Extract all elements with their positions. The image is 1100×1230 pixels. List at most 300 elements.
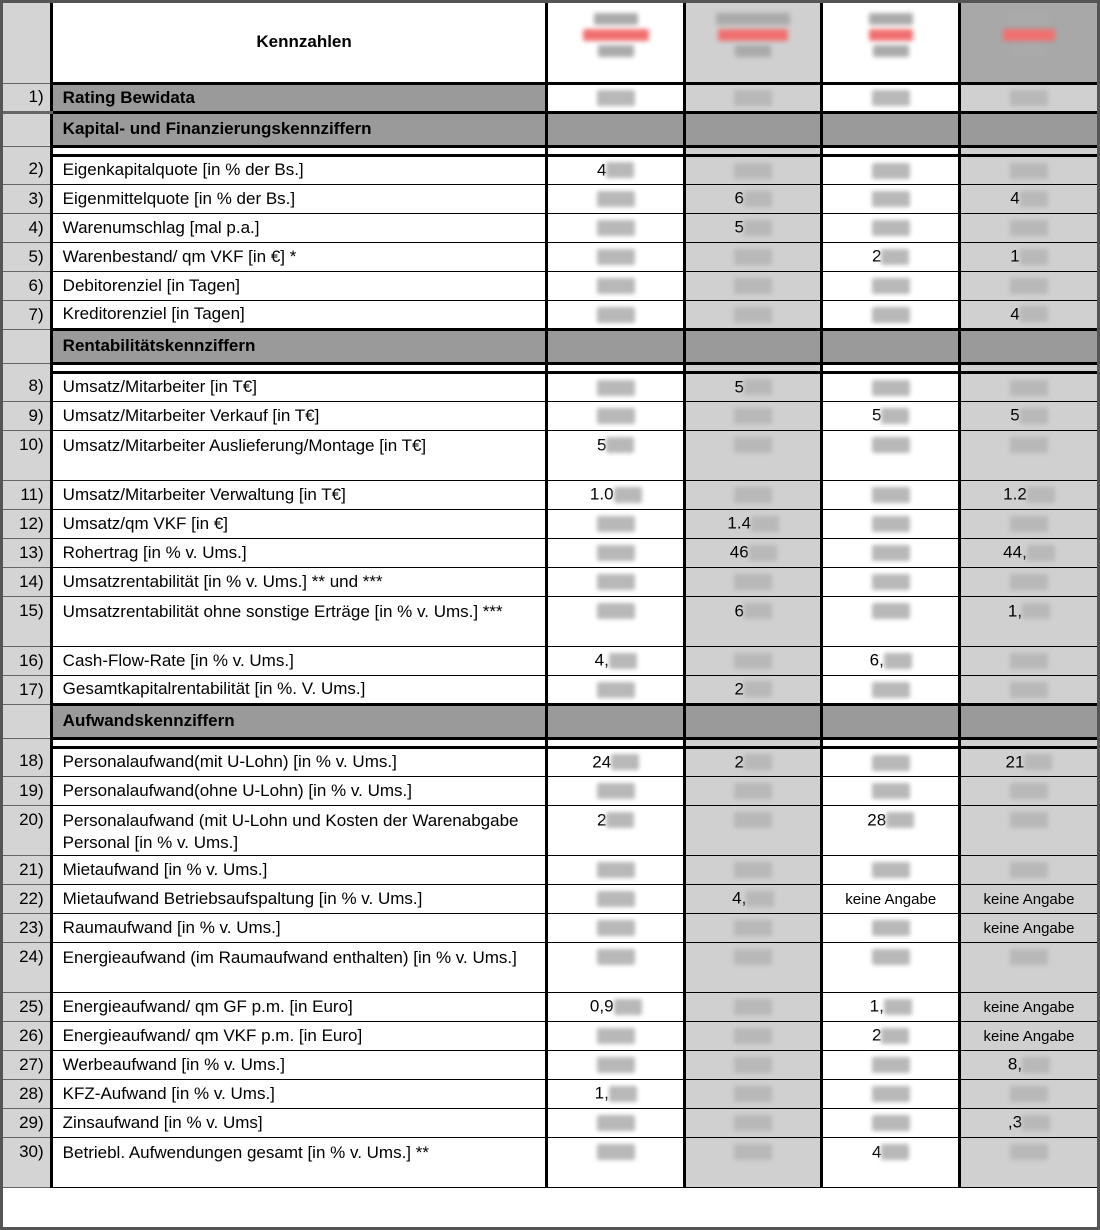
section-cell: [547, 329, 685, 363]
redacted-value: [1010, 949, 1048, 965]
row-label: Werbeaufwand [in % v. Ums.]: [51, 1050, 547, 1079]
value-cell: [684, 596, 822, 646]
section-num-cell: [3, 329, 51, 363]
value-text: 6,: [869, 650, 884, 670]
redacted-value: [597, 408, 635, 424]
row-label: Energieaufwand/ qm GF p.m. [in Euro]: [51, 992, 547, 1021]
value-cell: [822, 83, 960, 112]
value-text: 4,: [594, 650, 609, 670]
value-cell: [959, 184, 1097, 213]
value-cell: [547, 942, 685, 992]
value-text: 21: [1005, 752, 1025, 772]
redacted-value: [597, 1028, 635, 1044]
header-num-cell: [3, 3, 51, 83]
row-number: 26): [3, 1021, 51, 1050]
value-cell: [959, 1079, 1097, 1108]
redacted-value: [1010, 516, 1048, 532]
value-cell: [684, 805, 822, 855]
section-label: Rentabilitätskennziffern: [51, 329, 547, 363]
redacted-value: [734, 1144, 772, 1160]
redacted-value: [1010, 90, 1048, 106]
value-cell: [822, 538, 960, 567]
section-row: [3, 704, 1097, 738]
value-text: 5: [734, 377, 744, 397]
value-text: 5: [597, 435, 607, 455]
value-cell: [684, 992, 822, 1021]
value-cell: [547, 372, 685, 401]
value-text: 1,: [1007, 601, 1023, 621]
value-cell: [959, 805, 1097, 855]
redacted-value: [597, 1057, 635, 1073]
redacted-value: [872, 516, 910, 532]
value-cell: [822, 596, 960, 646]
kennzahlen-table: [3, 3, 1097, 1188]
section-cell: [822, 112, 960, 146]
value-cell: [547, 430, 685, 480]
redacted-value: [872, 90, 910, 106]
redacted-value: [1010, 682, 1048, 698]
redacted-value: [744, 220, 772, 236]
value-cell: [959, 401, 1097, 430]
value-cell: [822, 1079, 960, 1108]
table-row: [3, 675, 1097, 704]
section-cell: [547, 112, 685, 146]
section-num-cell: [3, 112, 51, 146]
redacted-value: [1010, 163, 1048, 179]
redacted-value: [1010, 862, 1048, 878]
value-cell: [684, 913, 822, 942]
redacted-value: [606, 437, 634, 453]
value-text: 2: [597, 810, 607, 830]
header-col-3: [822, 3, 960, 83]
value-text: 1: [1010, 246, 1020, 266]
row-label: Eigenmittelquote [in % der Bs.]: [51, 184, 547, 213]
value-cell: [822, 300, 960, 329]
redacted-value: [744, 191, 772, 207]
redacted-value: [1020, 306, 1048, 322]
section-row: [3, 329, 1097, 363]
redacted-value: [872, 437, 910, 453]
redacted-value: [1010, 1144, 1048, 1160]
value-cell: [822, 213, 960, 242]
redacted-value: [734, 408, 772, 424]
redacted-value: [744, 681, 772, 697]
redacted-value: [597, 90, 635, 106]
spacer-row: [3, 738, 1097, 747]
value-cell: [959, 1021, 1097, 1050]
value-cell: [822, 675, 960, 704]
redacted-value: [1027, 487, 1055, 503]
value-text: 6: [734, 601, 744, 621]
value-text: 1,: [594, 1083, 609, 1103]
redacted-value: [734, 1057, 772, 1073]
value-cell: [822, 480, 960, 509]
redacted-value: [881, 408, 909, 424]
value-text: keine Angabe: [983, 890, 1075, 908]
value-cell: [822, 942, 960, 992]
row-label: Umsatzrentabilität ohne sonstige Erträge [in % v. Ums.] ***: [51, 596, 547, 646]
row-label: Energieaufwand/ qm VKF p.m. [in Euro]: [51, 1021, 547, 1050]
table-row: [3, 300, 1097, 329]
header-col-4: [959, 3, 1097, 83]
value-cell: [959, 646, 1097, 675]
redacted-value: [872, 574, 910, 590]
section-cell: [684, 704, 822, 738]
table-row: [3, 596, 1097, 646]
value-cell: [547, 747, 685, 776]
value-cell: [684, 1079, 822, 1108]
value-cell: [959, 567, 1097, 596]
section-row: [3, 112, 1097, 146]
value-cell: [822, 884, 960, 913]
redacted-value: [597, 220, 635, 236]
row-number: 22): [3, 884, 51, 913]
redacted-value: [749, 545, 777, 561]
redacted-value: [734, 920, 772, 936]
row-number: 15): [3, 596, 51, 646]
redacted-value: [1022, 603, 1050, 619]
value-text: 5: [734, 217, 744, 237]
value-cell: [959, 992, 1097, 1021]
value-cell: [547, 538, 685, 567]
value-text: 28: [867, 810, 887, 830]
redacted-value: [872, 545, 910, 561]
redacted-value: [597, 307, 635, 323]
row-number: 1): [3, 83, 51, 112]
redacted-value: [734, 249, 772, 265]
value-cell: [547, 913, 685, 942]
section-cell: [684, 112, 822, 146]
value-text: 4: [597, 160, 607, 180]
redacted-value: [751, 516, 779, 532]
value-cell: [547, 242, 685, 271]
value-cell: [684, 372, 822, 401]
redacted-value: [872, 1057, 910, 1073]
row-label: Umsatz/Mitarbeiter [in T€]: [51, 372, 547, 401]
redacted-value: [884, 653, 912, 669]
row-number: 14): [3, 567, 51, 596]
row-number: 24): [3, 942, 51, 992]
table-row: [3, 430, 1097, 480]
table-row: [3, 776, 1097, 805]
value-cell: [822, 1108, 960, 1137]
table-row: [3, 992, 1097, 1021]
redacted-value: [609, 653, 637, 669]
table-row: [3, 538, 1097, 567]
value-cell: [547, 646, 685, 675]
value-cell: [684, 300, 822, 329]
value-cell: [547, 1050, 685, 1079]
redacted-value: [597, 249, 635, 265]
redacted-value: [872, 1115, 910, 1131]
table-row: [3, 567, 1097, 596]
row-label: Warenumschlag [mal p.a.]: [51, 213, 547, 242]
redacted-value: [734, 278, 772, 294]
row-label: Zinsaufwand [in % v. Ums]: [51, 1108, 547, 1137]
row-label: Betriebl. Aufwendungen gesamt [in % v. Ums.] **: [51, 1137, 547, 1187]
value-cell: [959, 747, 1097, 776]
redacted-value: [872, 920, 910, 936]
value-text: 4,: [732, 888, 747, 908]
row-label: Personalaufwand(ohne U-Lohn) [in % v. Ums.]: [51, 776, 547, 805]
row-label: Raumaufwand [in % v. Ums.]: [51, 913, 547, 942]
row-number: 4): [3, 213, 51, 242]
row-number: 6): [3, 271, 51, 300]
section-num-cell: [3, 704, 51, 738]
redacted-value: [597, 603, 635, 619]
value-text: 5: [872, 405, 882, 425]
redacted-value: [872, 949, 910, 965]
value-cell: [684, 430, 822, 480]
redacted-value: [606, 812, 634, 828]
value-text: 4: [1010, 304, 1020, 324]
value-cell: [959, 776, 1097, 805]
value-cell: [822, 401, 960, 430]
redacted-value: [884, 999, 912, 1015]
table-row: [3, 805, 1097, 855]
value-cell: [959, 155, 1097, 184]
value-cell: [959, 538, 1097, 567]
row-number: 5): [3, 242, 51, 271]
table-row: [3, 1021, 1097, 1050]
row-number: 23): [3, 913, 51, 942]
redacted-value: [746, 891, 774, 907]
table-row: [3, 271, 1097, 300]
value-text: 2: [872, 246, 882, 266]
row-label: Umsatz/Mitarbeiter Auslieferung/Montage [in T€]: [51, 430, 547, 480]
redacted-value: [872, 1086, 910, 1102]
value-cell: [959, 300, 1097, 329]
row-label: Cash-Flow-Rate [in % v. Ums.]: [51, 646, 547, 675]
value-text: ,3: [1007, 1112, 1023, 1132]
row-label: Rating Bewidata: [51, 83, 547, 112]
redacted-value: [597, 949, 635, 965]
redacted-value: [734, 783, 772, 799]
redacted-value: [611, 754, 639, 770]
row-number: 17): [3, 675, 51, 704]
value-cell: [684, 480, 822, 509]
redacted-value: [744, 379, 772, 395]
value-cell: [822, 747, 960, 776]
value-text: 4: [872, 1142, 882, 1162]
section-cell: [684, 329, 822, 363]
table-row: [3, 401, 1097, 430]
section-cell: [959, 329, 1097, 363]
table-row: [3, 155, 1097, 184]
row-number: 10): [3, 430, 51, 480]
table-row: [3, 213, 1097, 242]
redacted-value: [597, 920, 635, 936]
value-text: 2: [872, 1025, 882, 1045]
value-cell: [959, 509, 1097, 538]
row-number: 11): [3, 480, 51, 509]
value-cell: [684, 855, 822, 884]
redacted-value: [734, 90, 772, 106]
row-number: 8): [3, 372, 51, 401]
row-label: Mietaufwand [in % v. Ums.]: [51, 855, 547, 884]
header-col-1: [547, 3, 685, 83]
table-row: [3, 242, 1097, 271]
table-row: [3, 884, 1097, 913]
section-label: Aufwandskennziffern: [51, 704, 547, 738]
value-cell: [822, 430, 960, 480]
value-cell: [822, 242, 960, 271]
value-cell: [684, 401, 822, 430]
value-cell: [684, 1050, 822, 1079]
value-cell: [684, 942, 822, 992]
row-label: Energieaufwand (im Raumaufwand enthalten) [in % v. Ums.]: [51, 942, 547, 992]
value-text: keine Angabe: [983, 998, 1075, 1016]
row-label: Umsatz/Mitarbeiter Verkauf [in T€]: [51, 401, 547, 430]
value-cell: [959, 675, 1097, 704]
value-cell: [547, 300, 685, 329]
table-row: [3, 184, 1097, 213]
value-cell: [547, 855, 685, 884]
value-text: 1.0: [589, 484, 614, 504]
row-label: Personalaufwand(mit U-Lohn) [in % v. Ums.]: [51, 747, 547, 776]
section-cell: [547, 704, 685, 738]
redacted-value: [744, 754, 772, 770]
value-cell: [959, 242, 1097, 271]
table-row: [3, 646, 1097, 675]
value-cell: [822, 646, 960, 675]
value-text: 4: [1010, 188, 1020, 208]
row-label: Debitorenziel [in Tagen]: [51, 271, 547, 300]
redacted-value: [734, 812, 772, 828]
value-cell: [684, 747, 822, 776]
row-label: Umsatz/Mitarbeiter Verwaltung [in T€]: [51, 480, 547, 509]
redacted-value: [872, 487, 910, 503]
section-cell: [822, 704, 960, 738]
value-cell: [547, 184, 685, 213]
value-cell: [547, 567, 685, 596]
table-row: [3, 1108, 1097, 1137]
table-row: [3, 372, 1097, 401]
row-label: Umsatzrentabilität [in % v. Ums.] ** und ***: [51, 567, 547, 596]
value-cell: [547, 480, 685, 509]
redacted-value: [872, 380, 910, 396]
value-cell: [547, 271, 685, 300]
row-number: 12): [3, 509, 51, 538]
redacted-value: [881, 1144, 909, 1160]
value-cell: [959, 1050, 1097, 1079]
redacted-value: [597, 516, 635, 532]
redacted-value: [1010, 653, 1048, 669]
redacted-value: [734, 949, 772, 965]
redacted-value: [614, 999, 642, 1015]
value-text: 6: [734, 188, 744, 208]
value-cell: [959, 942, 1097, 992]
value-cell: [959, 480, 1097, 509]
value-cell: [822, 855, 960, 884]
redacted-value: [734, 574, 772, 590]
redacted-value: [872, 278, 910, 294]
redacted-value: [597, 1144, 635, 1160]
value-cell: [959, 83, 1097, 112]
redacted-value: [597, 682, 635, 698]
value-cell: [822, 184, 960, 213]
spacer-row: [3, 363, 1097, 372]
redacted-value: [744, 603, 772, 619]
redacted-value: [1020, 191, 1048, 207]
row-number: 16): [3, 646, 51, 675]
redacted-value: [597, 862, 635, 878]
value-text: 44,: [1003, 542, 1027, 562]
redacted-value: [1022, 1057, 1050, 1073]
value-cell: [822, 805, 960, 855]
redacted-value: [597, 574, 635, 590]
table-row: [3, 855, 1097, 884]
value-cell: [822, 776, 960, 805]
value-cell: [684, 1021, 822, 1050]
row-number: 27): [3, 1050, 51, 1079]
value-text: 24: [592, 752, 612, 772]
value-cell: [547, 675, 685, 704]
value-cell: [547, 992, 685, 1021]
value-text: keine Angabe: [845, 890, 937, 908]
value-text: 1.4: [727, 513, 752, 533]
redacted-value: [1027, 545, 1055, 561]
value-cell: [684, 509, 822, 538]
row-number: 30): [3, 1137, 51, 1187]
redacted-value: [872, 220, 910, 236]
value-cell: [684, 776, 822, 805]
row-number: 29): [3, 1108, 51, 1137]
redacted-value: [597, 278, 635, 294]
row-label: Rohertrag [in % v. Ums.]: [51, 538, 547, 567]
row-label: Gesamtkapitalrentabilität [in %. V. Ums.]: [51, 675, 547, 704]
table-row: [3, 942, 1097, 992]
table-row: [3, 480, 1097, 509]
value-cell: [547, 155, 685, 184]
header-row: [3, 3, 1097, 83]
redacted-value: [734, 437, 772, 453]
value-cell: [822, 155, 960, 184]
value-cell: [684, 538, 822, 567]
value-cell: [547, 1108, 685, 1137]
rating-row: [3, 83, 1097, 112]
row-label: Warenbestand/ qm VKF [in €] *: [51, 242, 547, 271]
redacted-value: [872, 682, 910, 698]
redacted-value: [872, 783, 910, 799]
header-col-2: [684, 3, 822, 83]
value-cell: [547, 884, 685, 913]
value-cell: [822, 1021, 960, 1050]
value-cell: [822, 1137, 960, 1187]
value-cell: [547, 83, 685, 112]
value-cell: [959, 913, 1097, 942]
value-text: 2: [734, 679, 744, 699]
section-cell: [959, 112, 1097, 146]
row-label: Umsatz/qm VKF [in €]: [51, 509, 547, 538]
redacted-value: [1024, 754, 1052, 770]
redacted-value: [1010, 574, 1048, 590]
redacted-value: [609, 1086, 637, 1102]
table-row: [3, 1079, 1097, 1108]
value-cell: [959, 1108, 1097, 1137]
value-cell: [684, 567, 822, 596]
redacted-value: [1010, 812, 1048, 828]
redacted-value: [872, 862, 910, 878]
redacted-value: [1010, 380, 1048, 396]
redacted-value: [1020, 408, 1048, 424]
value-cell: [547, 1021, 685, 1050]
redacted-value: [1010, 437, 1048, 453]
row-number: 25): [3, 992, 51, 1021]
value-cell: [684, 675, 822, 704]
value-cell: [684, 83, 822, 112]
table-row: [3, 1137, 1097, 1187]
